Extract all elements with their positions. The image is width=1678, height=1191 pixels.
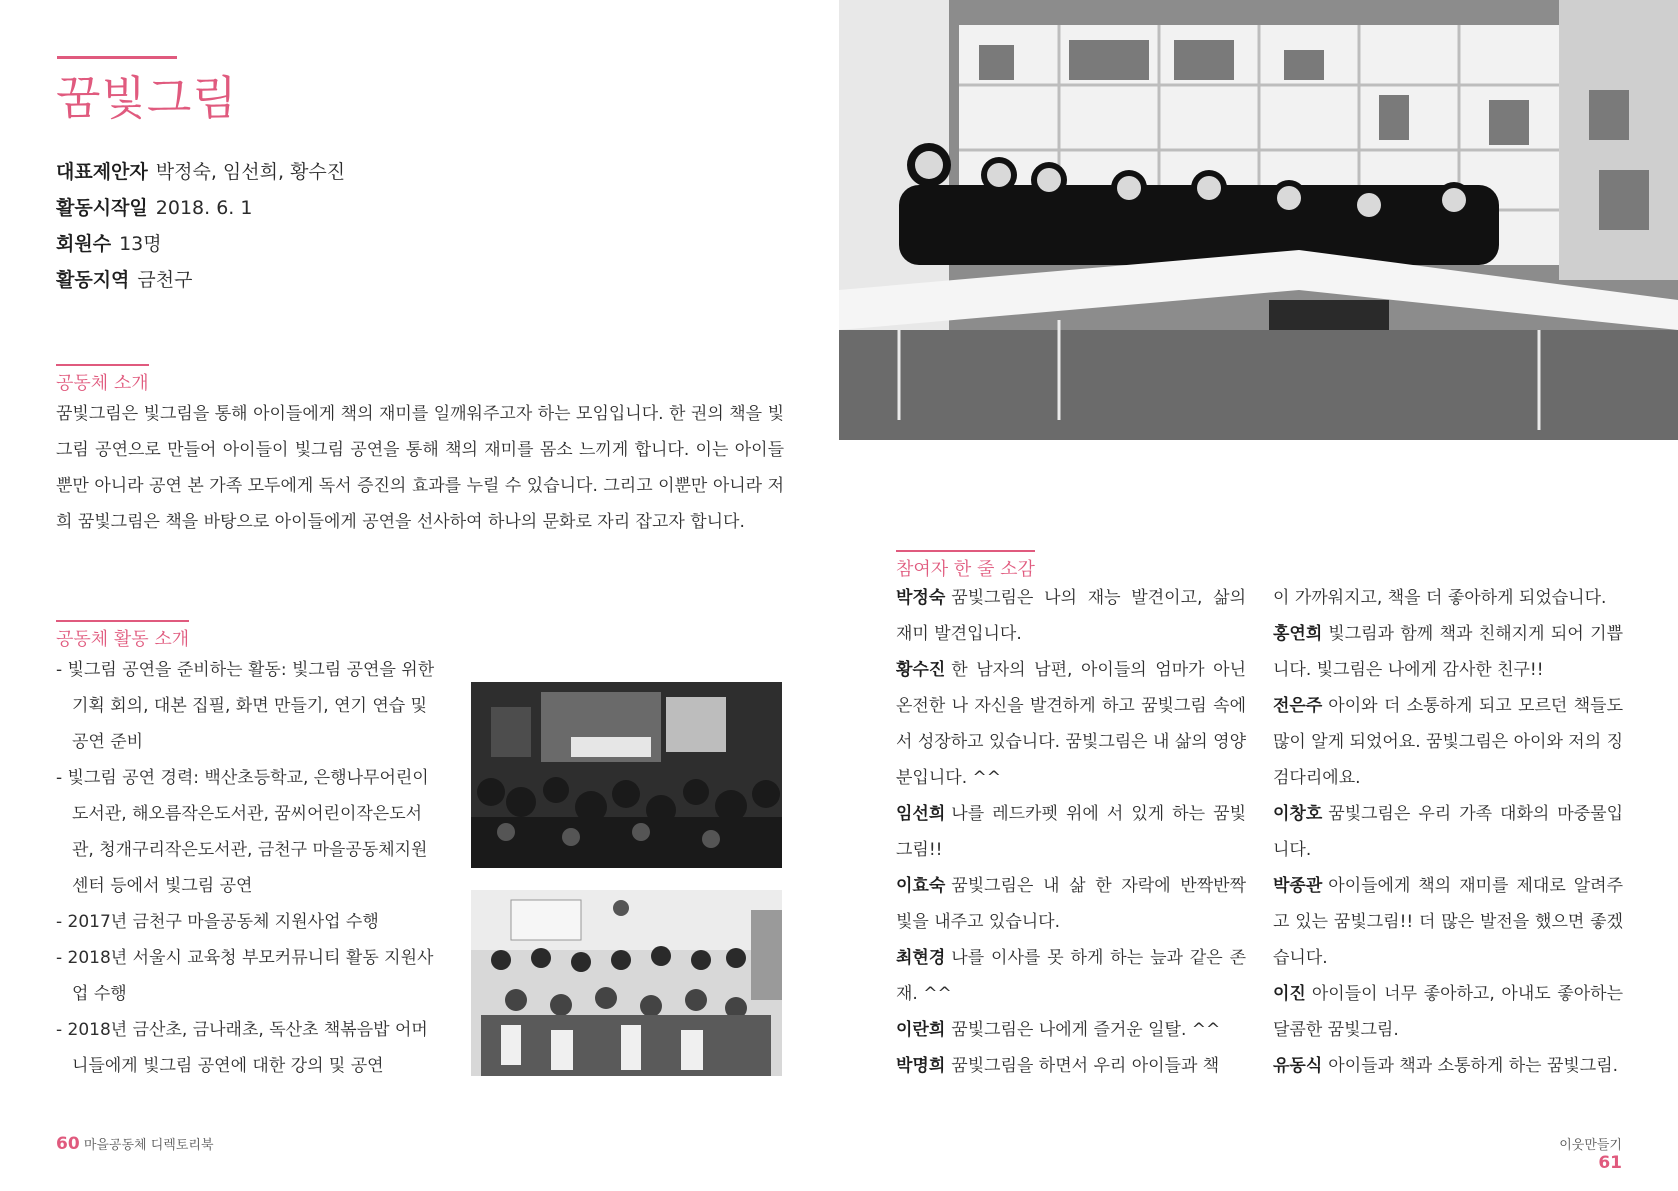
right-footer xyxy=(1536,1134,1622,1173)
activities-heading: 공동체 활동 소개 xyxy=(56,620,189,651)
page-number: 61 xyxy=(1598,1153,1622,1173)
info-members: 회원수 13명 xyxy=(56,233,162,255)
list-item: - 빛그림 공연 경력: 백산초등학교, 은행나무어린이도서관, 해오름작은도서관, 꿈씨어린이작은도서관, 청개구리작은도서관, 금천구 마을공동체지원센터 등에서 빛그림 공연 xyxy=(56,768,429,896)
comment-item: 박정숙 꿈빛그림은 나의 재능 발견이고, 삶의 재미 발견입니다. xyxy=(896,588,1246,644)
comment-item: 홍연희 빛그림과 함께 책과 친해지게 되어 기쁩니다. 빛그림은 나에게 감사한 친구!! xyxy=(1273,624,1623,680)
comment-item: 박명희 꿈빛그림을 하면서 우리 아이들과 책 xyxy=(896,1056,1220,1076)
comment-item: 최현경 나를 이사를 못 하게 하는 늪과 같은 존재. ^^ xyxy=(896,948,1246,1004)
group-photo-image xyxy=(471,890,782,1076)
list-item: - 2018년 금산초, 금나래초, 독산초 책볶음밥 어머니들에게 빛그림 공연에 대한 강의 및 공연 xyxy=(56,1020,428,1076)
audience-photo-image xyxy=(471,682,782,868)
left-footer xyxy=(56,1134,214,1154)
activities-list xyxy=(56,652,436,1084)
info-start-date: 활동시작일 2018. 6. 1 xyxy=(56,197,253,219)
intro-heading: 공동체 소개 xyxy=(56,364,149,395)
group-photo xyxy=(471,890,782,1076)
comment-item: 이효숙 꿈빛그림은 내 삶 한 자락에 반짝반짝 빛을 내주고 있습니다. xyxy=(896,876,1246,932)
comment-item: 박종관 아이들에게 책의 재미를 제대로 알려주고 있는 꿈빛그림!! 더 많은 발전을 했으면 좋겠습니다. xyxy=(1273,876,1623,968)
list-item: - 빛그림 공연을 준비하는 활동: 빛그림 공연을 위한 기획 회의, 대본 집필, 화면 만들기, 연기 연습 및 공연 준비 xyxy=(56,660,435,752)
info-proposer: 대표제안자 박정숙, 임선희, 황수진 xyxy=(56,161,346,183)
comment-item: 이창호 꿈빛그림은 우리 가족 대화의 마중물입니다. xyxy=(1273,804,1623,860)
list-item: - 2018년 서울시 교육청 부모커뮤니티 활동 지원사업 수행 xyxy=(56,948,434,1004)
comment-item: 유동식 아이들과 책과 소통하게 하는 꿈빛그림. xyxy=(1273,1056,1619,1076)
comment-item: 황수진 한 남자의 남편, 아이들의 엄마가 아닌 온전한 나 자신을 발견하게 하고 꿈빛그림 속에서 성장하고 있습니다. 꿈빛그림은 내 삶의 영양분입니다. ^^ xyxy=(896,660,1246,788)
page-number: 60 xyxy=(56,1134,80,1154)
audience-photo xyxy=(471,682,782,868)
intro-text: 꿈빛그림은 빛그림을 통해 아이들에게 책의 재미를 일깨워주고자 하는 모임입니다. 한 권의 책을 빛그림 공연으로 만들어 아이들이 빛그림 공연을 통해 책의 재미를 몸소 느끼게 합니다. 이는 아이들뿐만 아니라 공연 본 가족 모두에게 독서 증진의 효과를 누릴 수 있습니다. 그리고 이뿐만 아니라 저희 꿈빛그림은 책을 바탕으로 아이들에게 공연을 선사하여 하나의 문화로 자리 잡고자 합니다. xyxy=(56,404,784,532)
list-item: - 2017년 금천구 마을공동체 지원사업 수행 xyxy=(56,912,379,932)
comments-column-2 xyxy=(1273,580,1623,1084)
comment-item: 이진 아이들이 너무 좋아하고, 아내도 좋아하는 달콤한 꿈빛그림. xyxy=(1273,984,1623,1040)
comments-column-1 xyxy=(896,580,1246,1084)
comment-item: 임선희 나를 레드카펫 위에 서 있게 하는 꿈빛그림!! xyxy=(896,804,1246,860)
comments-heading: 참여자 한 줄 소감 xyxy=(896,550,1035,581)
footer-label: 마을공동체 디렉토리북 xyxy=(83,1138,214,1153)
comment-item: 전은주 아이와 더 소통하게 되고 모르던 책들도 많이 알게 되었어요. 꿈빛그림은 아이와 저의 징검다리에요. xyxy=(1273,696,1623,788)
footer-label: 이웃만들기 xyxy=(1559,1138,1622,1153)
info-region: 활동지역 금천구 xyxy=(56,269,193,291)
main-group-photo xyxy=(839,0,1678,440)
comment-item: 이 가까워지고, 책을 더 좋아하게 되었습니다. xyxy=(1273,588,1607,608)
main-group-photo-image xyxy=(839,0,1678,440)
comment-item: 이란희 꿈빛그림은 나에게 즐거운 일탈. ^^ xyxy=(896,1020,1221,1040)
title-rule xyxy=(57,56,177,59)
page-title: 꿈빛그림 xyxy=(56,71,238,125)
